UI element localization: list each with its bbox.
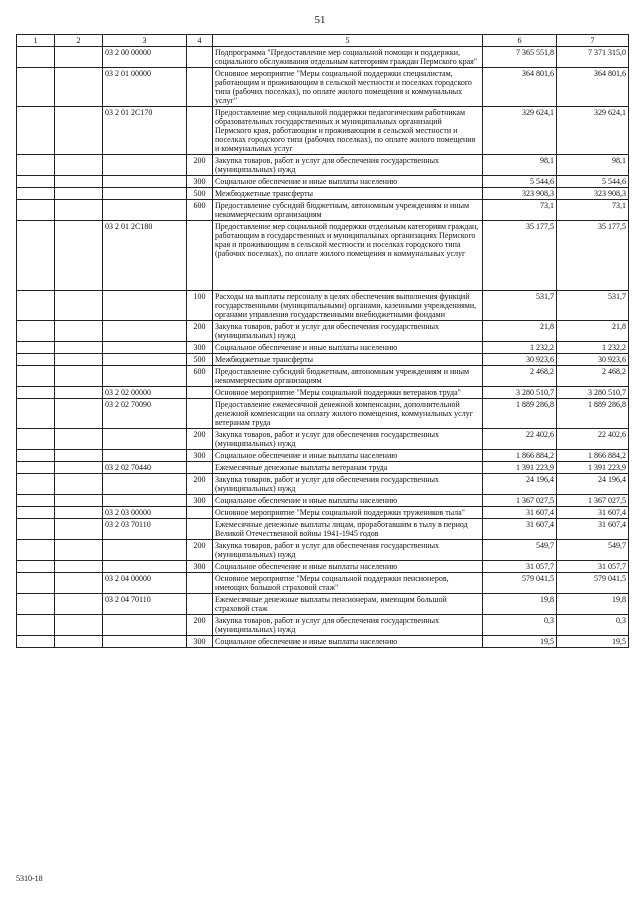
item-name: Социальное обеспечение и иные выплаты населению [213, 176, 483, 188]
target-article-code: 03 2 03 70110 [103, 519, 187, 540]
cell-col-1 [17, 47, 55, 68]
expense-type-code: 200 [187, 474, 213, 495]
expense-type-code [187, 399, 213, 429]
expense-type-code: 500 [187, 354, 213, 366]
amount-year-1: 531,7 [483, 291, 557, 321]
cell-col-1 [17, 200, 55, 221]
cell-col-1 [17, 188, 55, 200]
table-row [17, 450, 629, 462]
amount-year-2: 31 607,4 [557, 507, 629, 519]
cell-col-1 [17, 68, 55, 107]
amount-year-2: 73,1 [557, 200, 629, 221]
item-name: Ежемесячные денежные выплаты ветеранам труда [213, 462, 483, 474]
amount-year-2: 30 923,6 [557, 354, 629, 366]
amount-year-2: 579 041,5 [557, 573, 629, 594]
cell-col-2 [55, 429, 103, 450]
target-article-code [103, 354, 187, 366]
table-row [17, 594, 629, 615]
cell-col-1 [17, 107, 55, 155]
column-header: 6 [483, 35, 557, 47]
cell-col-1 [17, 399, 55, 429]
amount-year-1: 329 624,1 [483, 107, 557, 155]
cell-col-2 [55, 387, 103, 399]
amount-year-2: 35 177,5 [557, 221, 629, 291]
amount-year-2: 21,8 [557, 321, 629, 342]
cell-col-2 [55, 615, 103, 636]
amount-year-2: 19,8 [557, 594, 629, 615]
amount-year-1: 35 177,5 [483, 221, 557, 291]
item-name: Ежемесячные денежные выплаты пенсионерам, имеющим большой страховой стаж [213, 594, 483, 615]
cell-col-2 [55, 221, 103, 291]
table-row [17, 474, 629, 495]
cell-col-1 [17, 540, 55, 561]
item-name: Социальное обеспечение и иные выплаты населению [213, 450, 483, 462]
table-row [17, 366, 629, 387]
target-article-code [103, 636, 187, 648]
table-row [17, 399, 629, 429]
expense-type-code [187, 68, 213, 107]
table-row [17, 176, 629, 188]
item-name: Закупка товаров, работ и услуг для обеспечения государственных (муниципальных) нужд [213, 615, 483, 636]
target-article-code: 03 2 04 70110 [103, 594, 187, 615]
table-row [17, 47, 629, 68]
amount-year-1: 3 280 510,7 [483, 387, 557, 399]
amount-year-2: 2 468,2 [557, 366, 629, 387]
expense-type-code [187, 462, 213, 474]
amount-year-2: 31 607,4 [557, 519, 629, 540]
amount-year-1: 98,1 [483, 155, 557, 176]
table-row [17, 188, 629, 200]
expense-type-code: 200 [187, 429, 213, 450]
amount-year-1: 549,7 [483, 540, 557, 561]
cell-col-1 [17, 636, 55, 648]
cell-col-1 [17, 474, 55, 495]
cell-col-2 [55, 68, 103, 107]
cell-col-2 [55, 47, 103, 68]
target-article-code [103, 342, 187, 354]
amount-year-2: 1 889 286,8 [557, 399, 629, 429]
item-name: Социальное обеспечение и иные выплаты населению [213, 495, 483, 507]
target-article-code: 03 2 01 2С180 [103, 221, 187, 291]
target-article-code: 03 2 02 70090 [103, 399, 187, 429]
target-article-code [103, 155, 187, 176]
cell-col-2 [55, 636, 103, 648]
table-row [17, 495, 629, 507]
amount-year-1: 323 908,3 [483, 188, 557, 200]
amount-year-1: 1 232,2 [483, 342, 557, 354]
amount-year-2: 531,7 [557, 291, 629, 321]
expense-type-code: 200 [187, 321, 213, 342]
expense-type-code [187, 519, 213, 540]
amount-year-1: 30 923,6 [483, 354, 557, 366]
table-row [17, 615, 629, 636]
target-article-code: 03 2 01 2С170 [103, 107, 187, 155]
amount-year-1: 31 607,4 [483, 519, 557, 540]
cell-col-2 [55, 291, 103, 321]
table-row [17, 354, 629, 366]
amount-year-1: 1 391 223,9 [483, 462, 557, 474]
amount-year-2: 1 232,2 [557, 342, 629, 354]
table-row [17, 291, 629, 321]
cell-col-2 [55, 399, 103, 429]
cell-col-2 [55, 573, 103, 594]
amount-year-1: 21,8 [483, 321, 557, 342]
table-row [17, 636, 629, 648]
amount-year-1: 579 041,5 [483, 573, 557, 594]
item-name: Предоставление ежемесячной денежной компенсации, дополнительной денежной компенсации на оплату жилого помещения, коммунальных услуг ветеранам труда [213, 399, 483, 429]
target-article-code [103, 450, 187, 462]
cell-col-1 [17, 615, 55, 636]
amount-year-2: 3 280 510,7 [557, 387, 629, 399]
column-header: 7 [557, 35, 629, 47]
amount-year-2: 1 866 884,2 [557, 450, 629, 462]
cell-col-1 [17, 462, 55, 474]
cell-col-1 [17, 507, 55, 519]
cell-col-1 [17, 155, 55, 176]
cell-col-1 [17, 429, 55, 450]
target-article-code [103, 540, 187, 561]
column-header: 4 [187, 35, 213, 47]
amount-year-1: 24 196,4 [483, 474, 557, 495]
amount-year-2: 5 544,6 [557, 176, 629, 188]
column-header: 3 [103, 35, 187, 47]
target-article-code: 03 2 01 00000 [103, 68, 187, 107]
cell-col-2 [55, 450, 103, 462]
target-article-code [103, 366, 187, 387]
cell-col-1 [17, 495, 55, 507]
item-name: Социальное обеспечение и иные выплаты населению [213, 636, 483, 648]
item-name: Закупка товаров, работ и услуг для обеспечения государственных (муниципальных) нужд [213, 474, 483, 495]
column-header: 2 [55, 35, 103, 47]
document-code: 5310-18 [16, 874, 43, 883]
item-name: Закупка товаров, работ и услуг для обеспечения государственных (муниципальных) нужд [213, 155, 483, 176]
expense-type-code [187, 221, 213, 291]
cell-col-1 [17, 366, 55, 387]
amount-year-2: 323 908,3 [557, 188, 629, 200]
amount-year-2: 364 801,6 [557, 68, 629, 107]
table-row [17, 107, 629, 155]
target-article-code: 03 2 04 00000 [103, 573, 187, 594]
expense-type-code: 100 [187, 291, 213, 321]
amount-year-2: 31 057,7 [557, 561, 629, 573]
cell-col-2 [55, 540, 103, 561]
cell-col-2 [55, 176, 103, 188]
expense-type-code [187, 507, 213, 519]
amount-year-1: 22 402,6 [483, 429, 557, 450]
expense-type-code: 200 [187, 540, 213, 561]
table-row [17, 342, 629, 354]
budget-table [16, 34, 629, 648]
item-name: Основное мероприятие "Меры социальной поддержки специалистам, работающим и проживающим в сельской местности и поселках городского типа (рабочих поселках), по оплате жилого помещения и коммунальных услуг" [213, 68, 483, 107]
target-article-code [103, 474, 187, 495]
cell-col-2 [55, 507, 103, 519]
expense-type-code: 300 [187, 176, 213, 188]
expense-type-code: 200 [187, 155, 213, 176]
target-article-code: 03 2 02 70440 [103, 462, 187, 474]
target-article-code [103, 291, 187, 321]
cell-col-2 [55, 107, 103, 155]
table-row [17, 429, 629, 450]
expense-type-code: 500 [187, 188, 213, 200]
cell-col-2 [55, 342, 103, 354]
item-name: Межбюджетные трансферты [213, 354, 483, 366]
cell-col-1 [17, 519, 55, 540]
item-name: Закупка товаров, работ и услуг для обеспечения государственных (муниципальных) нужд [213, 429, 483, 450]
item-name: Расходы на выплаты персоналу в целях обеспечения выполнения функций государственными (муниципальными) органами, казенными учреждениями, органами управления государственными внебюджетными фондами [213, 291, 483, 321]
item-name: Закупка товаров, работ и услуг для обеспечения государственных (муниципальных) нужд [213, 540, 483, 561]
expense-type-code: 300 [187, 495, 213, 507]
amount-year-2: 329 624,1 [557, 107, 629, 155]
amount-year-1: 19,8 [483, 594, 557, 615]
expense-type-code [187, 107, 213, 155]
item-name: Ежемесячные денежные выплаты лицам, проработавшим в тылу в период Великой Отечественной войны 1941-1945 годов [213, 519, 483, 540]
item-name: Закупка товаров, работ и услуг для обеспечения государственных (муниципальных) нужд [213, 321, 483, 342]
target-article-code [103, 188, 187, 200]
table-row [17, 321, 629, 342]
expense-type-code: 600 [187, 366, 213, 387]
table-row [17, 519, 629, 540]
item-name: Предоставление мер социальной поддержки отдельным категориям граждан, работающим в государственных и муниципальных организациях Пермского края и проживающим в сельской местности и поселках городского типа (рабочих поселках), по оплате жилого помещения и коммунальных услуг [213, 221, 483, 291]
target-article-code [103, 561, 187, 573]
table-row [17, 507, 629, 519]
amount-year-1: 2 468,2 [483, 366, 557, 387]
table-row [17, 155, 629, 176]
column-header: 1 [17, 35, 55, 47]
cell-col-1 [17, 450, 55, 462]
cell-col-1 [17, 387, 55, 399]
amount-year-1: 1 367 027,5 [483, 495, 557, 507]
expense-type-code [187, 387, 213, 399]
amount-year-2: 0,3 [557, 615, 629, 636]
table-row [17, 561, 629, 573]
cell-col-2 [55, 188, 103, 200]
amount-year-1: 73,1 [483, 200, 557, 221]
expense-type-code [187, 594, 213, 615]
cell-col-2 [55, 495, 103, 507]
column-header: 5 [213, 35, 483, 47]
item-name: Подпрограмма "Предоставление мер социальной помощи и поддержки, социального обслуживания отдельным категориям граждан Пермского края" [213, 47, 483, 68]
cell-col-2 [55, 474, 103, 495]
amount-year-2: 98,1 [557, 155, 629, 176]
target-article-code [103, 429, 187, 450]
cell-col-1 [17, 342, 55, 354]
amount-year-1: 5 544,6 [483, 176, 557, 188]
cell-col-2 [55, 519, 103, 540]
table-body [17, 47, 629, 648]
cell-col-2 [55, 366, 103, 387]
table-row [17, 573, 629, 594]
table-row [17, 68, 629, 107]
item-name: Межбюджетные трансферты [213, 188, 483, 200]
cell-col-1 [17, 321, 55, 342]
expense-type-code: 300 [187, 342, 213, 354]
amount-year-1: 1 866 884,2 [483, 450, 557, 462]
target-article-code: 03 2 03 00000 [103, 507, 187, 519]
table-row [17, 462, 629, 474]
cell-col-2 [55, 462, 103, 474]
cell-col-1 [17, 573, 55, 594]
target-article-code [103, 321, 187, 342]
amount-year-2: 24 196,4 [557, 474, 629, 495]
amount-year-1: 31 057,7 [483, 561, 557, 573]
target-article-code [103, 615, 187, 636]
item-name: Предоставление мер социальной поддержки педагогическим работникам образовательных государственных и муниципальных организаций Пермского края, работающим и проживающим в сельской местности и поселках городского типа (рабочих поселках), по оплате жилого помещения и коммунальных услуг [213, 107, 483, 155]
item-name: Социальное обеспечение и иные выплаты населению [213, 342, 483, 354]
cell-col-2 [55, 594, 103, 615]
table-row [17, 221, 629, 291]
page-number: 51 [314, 14, 326, 26]
item-name: Предоставление субсидий бюджетным, автономным учреждениям и иным некоммерческим организациям [213, 200, 483, 221]
amount-year-2: 549,7 [557, 540, 629, 561]
expense-type-code: 600 [187, 200, 213, 221]
table-row [17, 540, 629, 561]
amount-year-1: 1 889 286,8 [483, 399, 557, 429]
cell-col-1 [17, 561, 55, 573]
item-name: Основное мероприятие "Меры социальной поддержки ветеранов труда" [213, 387, 483, 399]
table-header [17, 35, 629, 47]
expense-type-code [187, 47, 213, 68]
cell-col-1 [17, 291, 55, 321]
cell-col-2 [55, 155, 103, 176]
table-row [17, 200, 629, 221]
cell-col-2 [55, 354, 103, 366]
target-article-code [103, 495, 187, 507]
target-article-code: 03 2 00 00000 [103, 47, 187, 68]
expense-type-code: 200 [187, 615, 213, 636]
target-article-code [103, 176, 187, 188]
item-name: Предоставление субсидий бюджетным, автономным учреждениям и иным некоммерческим организациям [213, 366, 483, 387]
cell-col-1 [17, 354, 55, 366]
amount-year-2: 19,5 [557, 636, 629, 648]
amount-year-2: 22 402,6 [557, 429, 629, 450]
amount-year-2: 7 371 315,0 [557, 47, 629, 68]
item-name: Основное мероприятие "Меры социальной поддержки тружеников тыла" [213, 507, 483, 519]
item-name: Социальное обеспечение и иные выплаты населению [213, 561, 483, 573]
cell-col-2 [55, 200, 103, 221]
expense-type-code: 300 [187, 450, 213, 462]
target-article-code [103, 200, 187, 221]
amount-year-1: 31 607,4 [483, 507, 557, 519]
expense-type-code [187, 573, 213, 594]
expense-type-code: 300 [187, 636, 213, 648]
cell-col-1 [17, 594, 55, 615]
cell-col-2 [55, 321, 103, 342]
table-row [17, 387, 629, 399]
cell-col-1 [17, 176, 55, 188]
amount-year-1: 19,5 [483, 636, 557, 648]
item-name: Основное мероприятие "Меры социальной поддержки пенсионеров, имеющих большой страховой стаж" [213, 573, 483, 594]
target-article-code: 03 2 02 00000 [103, 387, 187, 399]
amount-year-1: 0,3 [483, 615, 557, 636]
cell-col-1 [17, 221, 55, 291]
cell-col-2 [55, 561, 103, 573]
expense-type-code: 300 [187, 561, 213, 573]
amount-year-1: 7 365 551,8 [483, 47, 557, 68]
amount-year-1: 364 801,6 [483, 68, 557, 107]
amount-year-2: 1 391 223,9 [557, 462, 629, 474]
amount-year-2: 1 367 027,5 [557, 495, 629, 507]
